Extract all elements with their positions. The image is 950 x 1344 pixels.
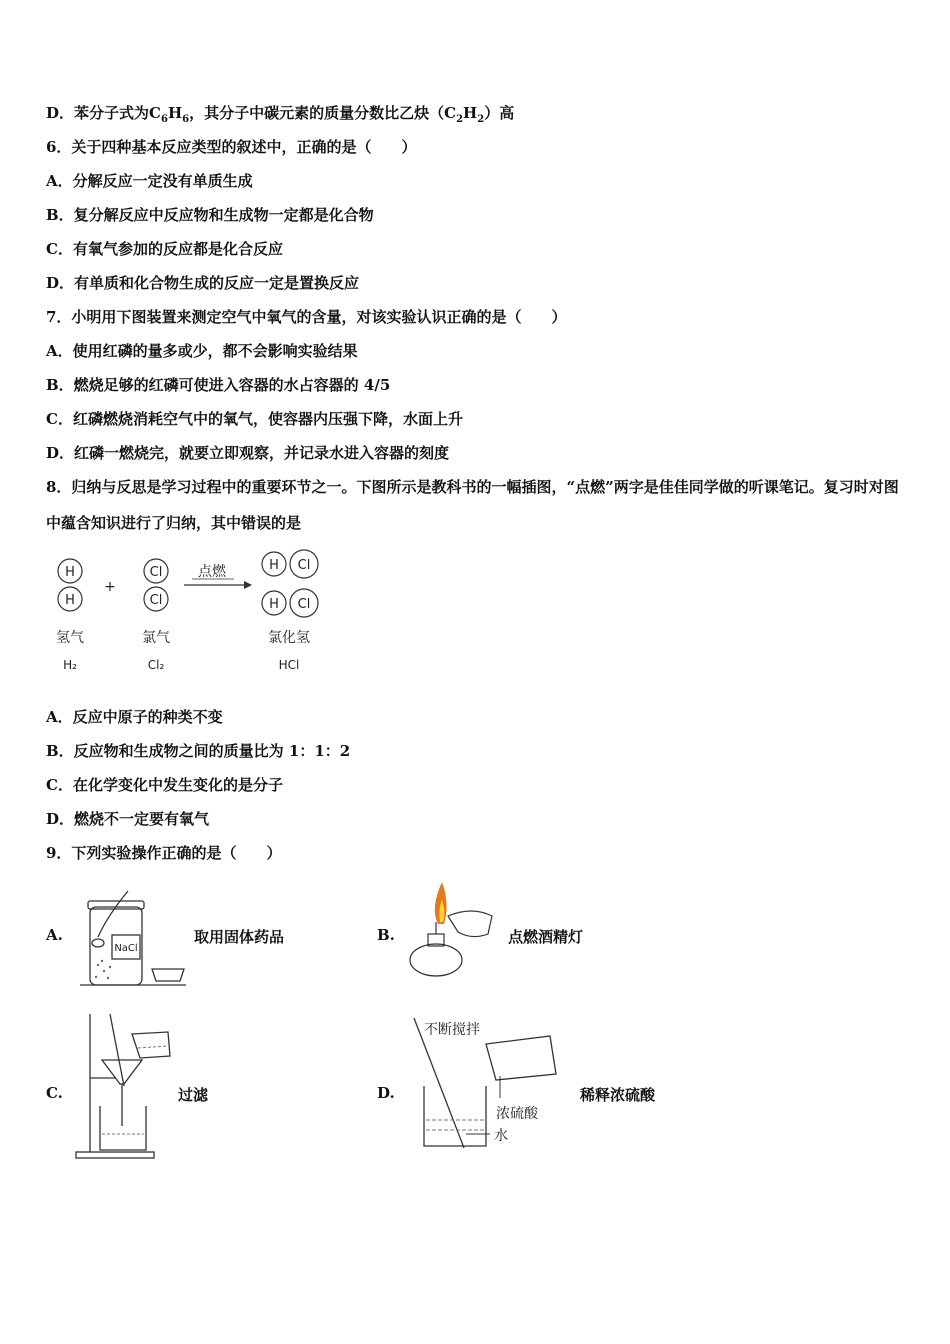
q8-stem: 8．归纳与反思是学习过程中的重要环节之一。下图所示是教科书的一幅插图，“点燃”两字是佳佳同学做的听课笔记。复习时对图中蕴含知识进行了归纳，其中错误的是 xyxy=(46,478,899,532)
q7-option-c: C．红磷燃烧消耗空气中的氧气，使容器内压强下降，水面上升 xyxy=(46,410,463,428)
q6-stem: 6．关于四种基本反应类型的叙述中，正确的是（ ） xyxy=(46,138,417,156)
cl-label: Cl xyxy=(149,593,163,608)
choice-d-caption: 稀释浓硫酸 xyxy=(580,1086,656,1104)
hcl-formula: HCl xyxy=(278,658,300,672)
lamp-body xyxy=(410,944,462,976)
q6-option-d: D．有单质和化合物生成的反应一定是置换反应 xyxy=(46,274,360,292)
jar-neck xyxy=(88,901,144,909)
spoon-handle xyxy=(98,891,128,937)
hcl-name: 氯化氢 xyxy=(268,630,310,646)
condition-label: 点燃 xyxy=(198,564,226,580)
dilution-figure xyxy=(400,1014,570,1154)
beaker xyxy=(100,1106,146,1150)
acid-label: 浓硫酸 xyxy=(496,1106,538,1122)
arrow-head xyxy=(244,581,252,589)
q8-option-a: A．反应中原子的种类不变 xyxy=(46,708,223,726)
q6-option-a: A．分解反应一定没有单质生成 xyxy=(46,172,253,190)
choice-b-caption: 点燃酒精灯 xyxy=(508,928,584,946)
h-label: H xyxy=(269,597,279,612)
alcohol-lamp-figure xyxy=(402,876,506,986)
cl-label: Cl xyxy=(297,558,311,573)
water-label: 水 xyxy=(494,1128,508,1144)
q8-option-c: C．在化学变化中发生变化的是分子 xyxy=(46,776,283,794)
cl-label: Cl xyxy=(297,597,311,612)
stir-label: 不断搅拌 xyxy=(424,1022,480,1038)
stand-base xyxy=(76,1152,154,1158)
acid-bottle xyxy=(486,1036,556,1080)
choice-b-letter: B. xyxy=(377,926,395,944)
choice-d-letter: D. xyxy=(377,1084,395,1102)
q8-option-b: B．反应物和生成物之间的质量比为 1：1：2 xyxy=(46,742,351,760)
q6-option-b: B．复分解反应中反应物和生成物一定都是化合物 xyxy=(46,206,374,224)
h-label: H xyxy=(65,565,75,580)
dish xyxy=(152,969,184,981)
h-label: H xyxy=(269,558,279,573)
q7-option-d: D．红磷一燃烧完，就要立即观察，并记录水进入容器的刻度 xyxy=(46,444,450,462)
glass-rod xyxy=(110,1014,124,1086)
choice-c-caption: 过滤 xyxy=(178,1086,209,1104)
choice-a-caption: 取用固体药品 xyxy=(194,928,285,946)
funnel xyxy=(102,1060,142,1084)
h2-name: 氢气 xyxy=(56,630,84,646)
choice-c-letter: C. xyxy=(46,1084,63,1102)
jar-label-text: NaCl xyxy=(114,943,138,954)
q9-stem: 9．下列实验操作正确的是（ ） xyxy=(46,844,282,862)
beaker xyxy=(424,1086,486,1146)
q8-option-d: D．燃烧不一定要有氧气 xyxy=(46,810,210,828)
second-lamp xyxy=(448,911,492,937)
cl2-formula: Cl₂ xyxy=(147,658,165,672)
plus-sign: + xyxy=(104,579,116,595)
cl-label: Cl xyxy=(149,565,163,580)
spoon-bowl xyxy=(92,939,104,947)
cl2-name: 氯气 xyxy=(142,630,170,646)
h2-formula: H₂ xyxy=(63,658,77,672)
q7-stem: 7．小明用下图装置来测定空气中氧气的含量，对该实验认识正确的是（ ） xyxy=(46,308,567,326)
h-label: H xyxy=(65,593,75,608)
q5-option-d: D．苯分子式为$C_6H_6$，其分子中碳元素的质量分数比乙炔$(C_2H_2)$高 xyxy=(46,104,515,125)
choice-a-letter: A. xyxy=(46,926,63,944)
filtration-figure xyxy=(70,1010,180,1162)
q7-option-a: A．使用红磷的量多或少，都不会影响实验结果 xyxy=(46,342,358,360)
q6-option-c: C．有氧气参加的反应都是化合反应 xyxy=(46,240,283,258)
q7-option-b: B．燃烧足够的红磷可使进入容器的水占容器的 4/5 xyxy=(46,376,391,394)
pouring-beaker xyxy=(132,1032,170,1058)
reaction-diagram xyxy=(40,545,340,680)
solid-reagent-jar-figure xyxy=(76,885,190,990)
